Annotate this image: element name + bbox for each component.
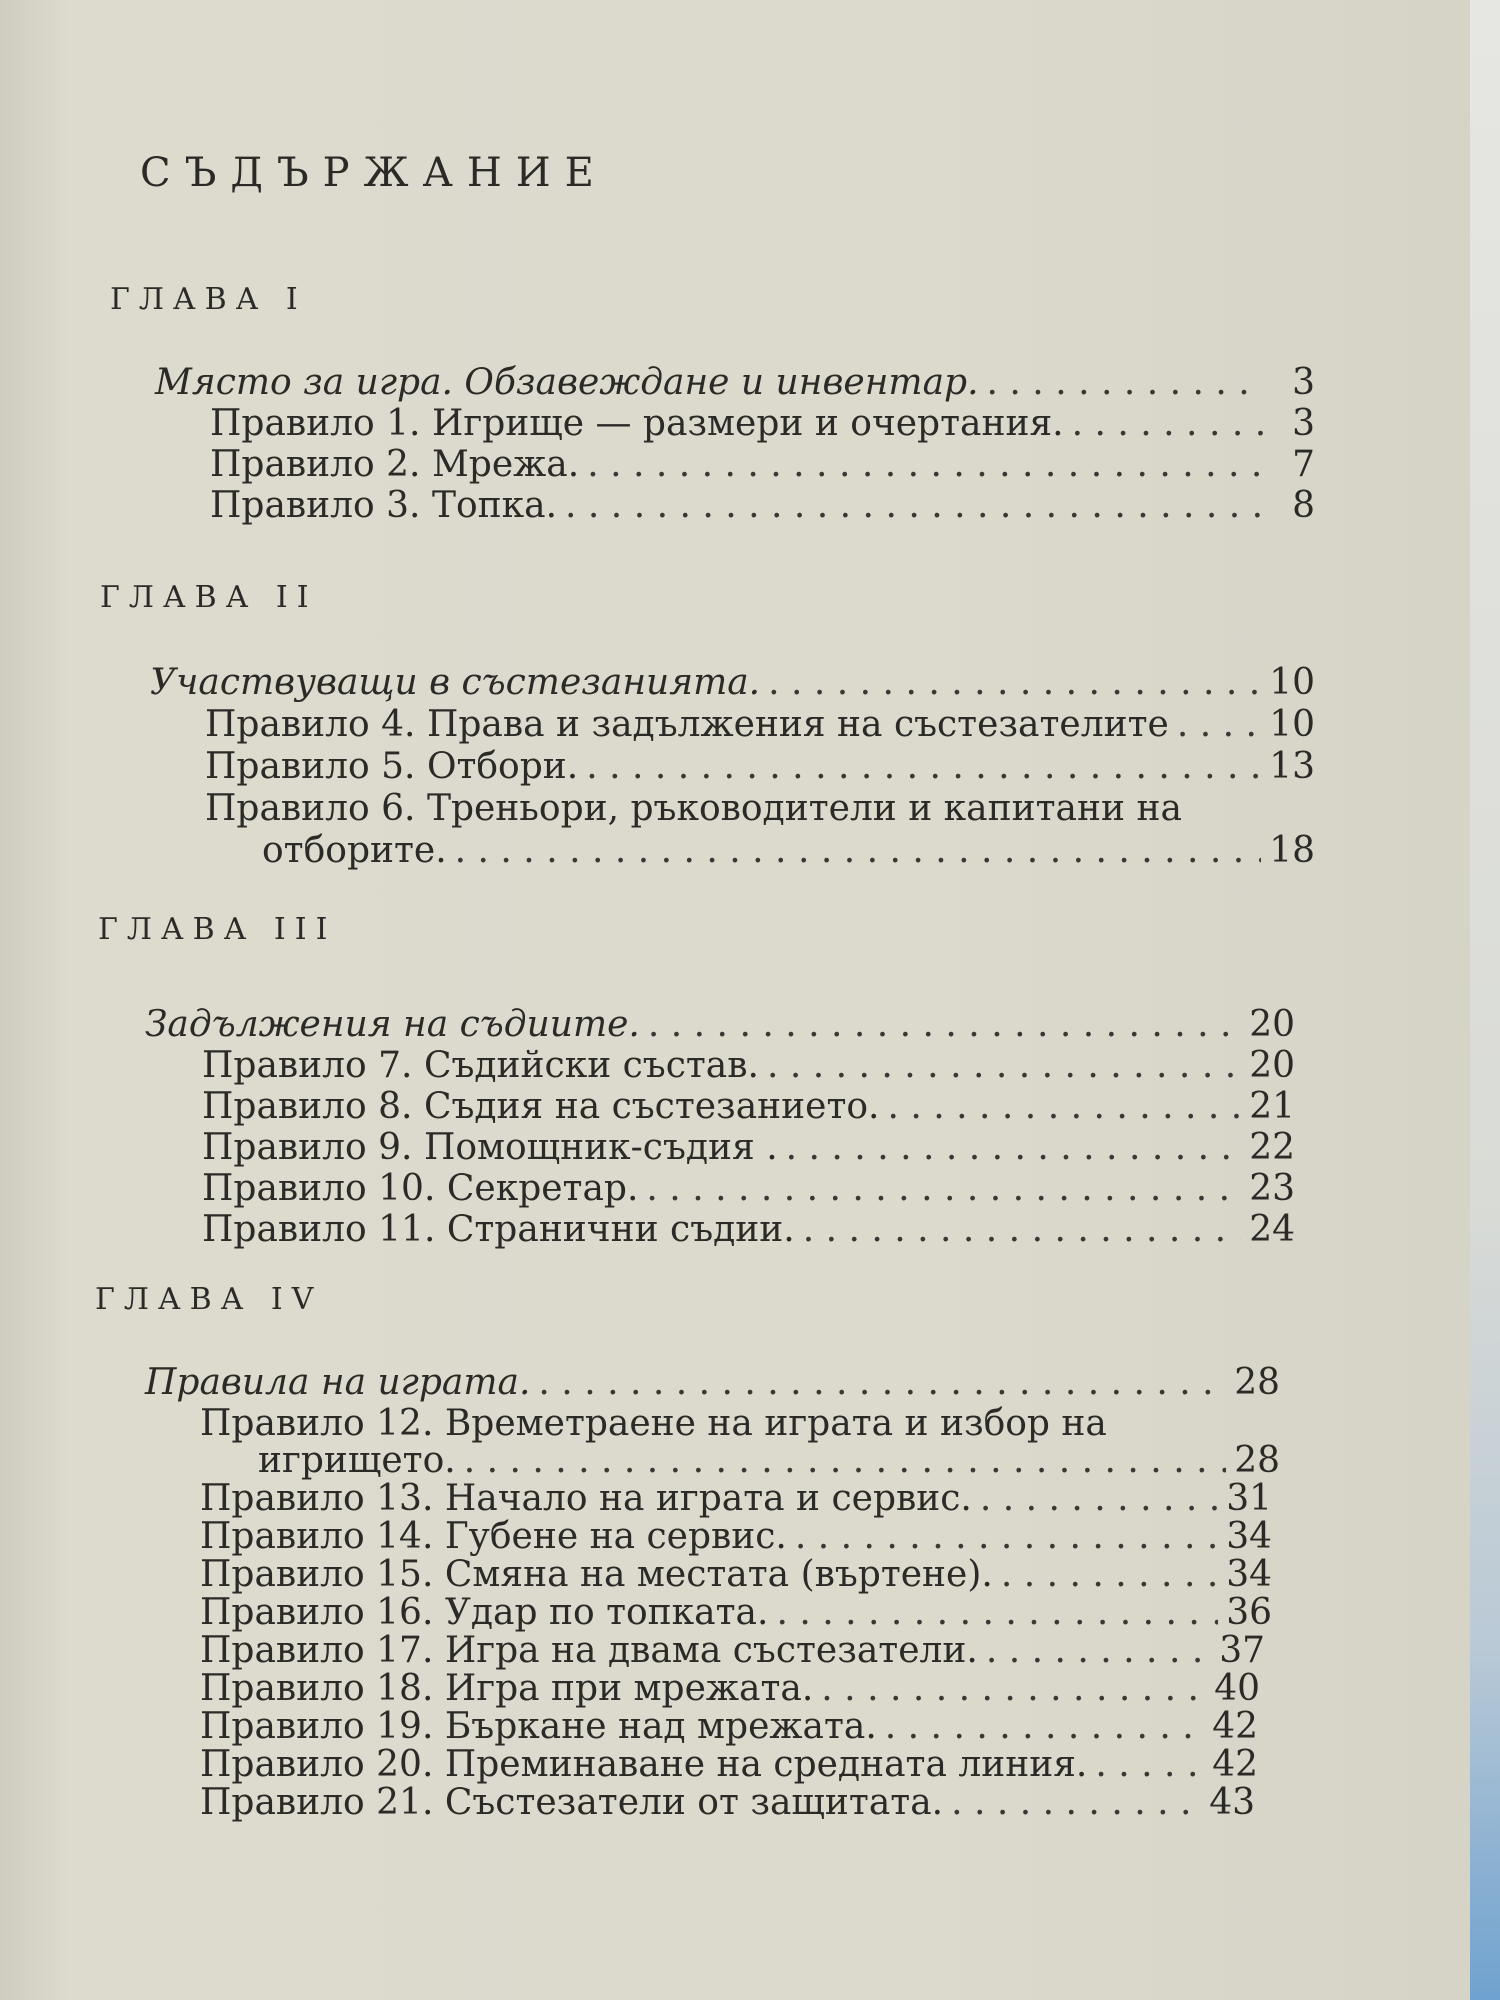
- chapter-heading-3: ГЛАВА III: [98, 912, 337, 947]
- page-number: 8: [1292, 485, 1315, 526]
- rule-entry-12[interactable]: [258, 1440, 1280, 1482]
- rule-title: Правило 14. Губене на сервис.: [200, 1516, 787, 1557]
- page-number: 40: [1214, 1668, 1260, 1709]
- rule-title: Правило 9. Помощник-съдия .: [202, 1127, 778, 1168]
- dot-leader: [987, 362, 1263, 404]
- dot-leader: [1072, 403, 1263, 445]
- section-title: Място за игра. Обзавеждане и инвентар.: [155, 362, 979, 403]
- dot-leader: [885, 1706, 1204, 1748]
- rule-title: Правило 1. Игрище — размери и очертания.: [210, 403, 1064, 444]
- section-entry-2[interactable]: [150, 662, 1315, 704]
- rule-entry-11[interactable]: [202, 1209, 1295, 1251]
- page-number: 21: [1249, 1086, 1295, 1127]
- dot-leader: [980, 1478, 1218, 1520]
- section-title: Участвуващи в състезанията.: [150, 662, 761, 703]
- rule-title: Правило 17. Игра на двама състезатели.: [200, 1630, 978, 1671]
- page-number: 24: [1249, 1209, 1295, 1250]
- rule-entry-8[interactable]: [202, 1086, 1295, 1128]
- rule-entry-18[interactable]: [200, 1668, 1260, 1710]
- rule-title: Правило 5. Отбори.: [205, 746, 579, 787]
- rule-entry-14[interactable]: [200, 1516, 1272, 1558]
- rule-entry-20[interactable]: [200, 1744, 1258, 1786]
- rule-title: Правило 18. Игра при мрежата.: [200, 1668, 814, 1709]
- dot-leader: [1095, 1744, 1204, 1786]
- chapter-heading-2: ГЛАВА II: [100, 580, 318, 615]
- page-number: 3: [1292, 362, 1315, 403]
- page-title: СЪДЪРЖАНИЕ: [140, 150, 608, 196]
- rule-title: Правило 10. Секретар.: [202, 1168, 639, 1209]
- page-number: 28: [1234, 1440, 1280, 1481]
- page-number: 37: [1219, 1630, 1265, 1671]
- page-number: 36: [1226, 1592, 1272, 1633]
- rule-entry-2[interactable]: [210, 444, 1315, 486]
- page-number: 10: [1269, 704, 1315, 745]
- dot-leader: [464, 1440, 1226, 1482]
- page-number: 3: [1292, 403, 1315, 444]
- dot-leader: [586, 746, 1261, 788]
- rule-title: Правило 7. Съдийски състав.: [202, 1045, 759, 1086]
- rule-title: Правило 21. Състезатели от защитата.: [200, 1782, 944, 1823]
- page-number: 20: [1249, 1004, 1295, 1045]
- rule-entry-1[interactable]: [210, 403, 1315, 445]
- page-edge-strip: [1470, 0, 1500, 2000]
- page-number: 22: [1249, 1127, 1295, 1168]
- rule-title: Правило 3. Топка.: [210, 485, 558, 526]
- rule-title: Правило 19. Бъркане над мрежата.: [200, 1706, 877, 1747]
- dot-leader: [455, 830, 1262, 872]
- section-entry-4[interactable]: [145, 1362, 1280, 1404]
- dot-leader: [803, 1209, 1241, 1251]
- rule-entry-19[interactable]: [200, 1706, 1258, 1748]
- chapter-heading-4: ГЛАВА IV: [95, 1282, 323, 1317]
- page-number: 34: [1226, 1516, 1272, 1557]
- dot-leader: [1001, 1554, 1218, 1596]
- rule-title-continued: игрището.: [258, 1440, 456, 1481]
- rule-entry-10[interactable]: [202, 1168, 1295, 1210]
- rule-title: Правило 15. Смяна на местата (въртене).: [200, 1554, 993, 1595]
- rule-title: Правило 13. Начало на играта и сервис.: [200, 1478, 972, 1519]
- page-number: 34: [1226, 1554, 1272, 1595]
- dot-leader: [648, 1004, 1241, 1046]
- dot-leader: [565, 485, 1263, 527]
- dot-leader: [986, 1630, 1211, 1672]
- rule-entry-17[interactable]: [200, 1630, 1265, 1672]
- section-entry-1[interactable]: [155, 362, 1315, 404]
- dot-leader: [538, 1362, 1226, 1404]
- page-number: 13: [1269, 746, 1315, 787]
- dot-leader: [767, 1045, 1241, 1087]
- page-number: 7: [1292, 444, 1315, 485]
- rule-title: Правило 4. Права и задължения на състезателите: [205, 704, 1169, 745]
- page-number: 42: [1212, 1706, 1258, 1747]
- rule-entry-13[interactable]: [200, 1478, 1272, 1520]
- dot-leader: [951, 1782, 1201, 1824]
- dot-leader: [786, 1127, 1242, 1169]
- dot-leader: [587, 444, 1263, 486]
- page-number: 10: [1269, 662, 1315, 703]
- rule-entry-21[interactable]: [200, 1782, 1255, 1824]
- section-title: Задължения на съдиите.: [145, 1004, 640, 1045]
- section-entry-3[interactable]: [145, 1004, 1295, 1046]
- page-number: 23: [1249, 1168, 1295, 1209]
- dot-leader: [776, 1592, 1218, 1634]
- rule-entry-7[interactable]: [202, 1045, 1295, 1087]
- chapter-heading-1: ГЛАВА I: [110, 282, 307, 317]
- page-number: 18: [1269, 830, 1315, 871]
- rule-title: Правило 2. Мрежа.: [210, 444, 580, 485]
- dot-leader: [1177, 704, 1261, 746]
- page-number: 28: [1234, 1362, 1280, 1403]
- rule-entry-6[interactable]: [262, 830, 1315, 872]
- rule-title: Правило 20. Преминаване на средната линия.: [200, 1744, 1088, 1785]
- rule-title-continued: отборите.: [262, 830, 447, 871]
- rule-entry-15[interactable]: [200, 1554, 1272, 1596]
- dot-leader: [768, 662, 1261, 704]
- rule-title: Правило 16. Удар по топката.: [200, 1592, 769, 1633]
- page-number: 43: [1209, 1782, 1255, 1823]
- page-number: 20: [1249, 1045, 1295, 1086]
- rule-title: Правило 8. Съдия на състезанието.: [202, 1086, 880, 1127]
- rule-title: Правило 11. Странични съдии.: [202, 1209, 795, 1250]
- section-title: Правила на играта.: [145, 1362, 531, 1403]
- dot-leader: [821, 1668, 1206, 1710]
- rule-entry-5[interactable]: [205, 746, 1315, 788]
- rule-entry-16[interactable]: [200, 1592, 1272, 1634]
- rule-entry-3[interactable]: [210, 485, 1315, 527]
- dot-leader: [795, 1516, 1218, 1558]
- dot-leader: [887, 1086, 1241, 1128]
- rule-entry-4[interactable]: [205, 704, 1315, 746]
- dot-leader: [646, 1168, 1241, 1210]
- rule-entry-12-line1[interactable]: Правило 12. Времетраене на играта и избор на: [200, 1403, 1107, 1444]
- rule-entry-6-line1[interactable]: Правило 6. Треньори, ръководители и капитани на: [205, 788, 1182, 829]
- page-number: 42: [1212, 1744, 1258, 1785]
- page-number: 31: [1226, 1478, 1272, 1519]
- rule-entry-9[interactable]: [202, 1127, 1295, 1169]
